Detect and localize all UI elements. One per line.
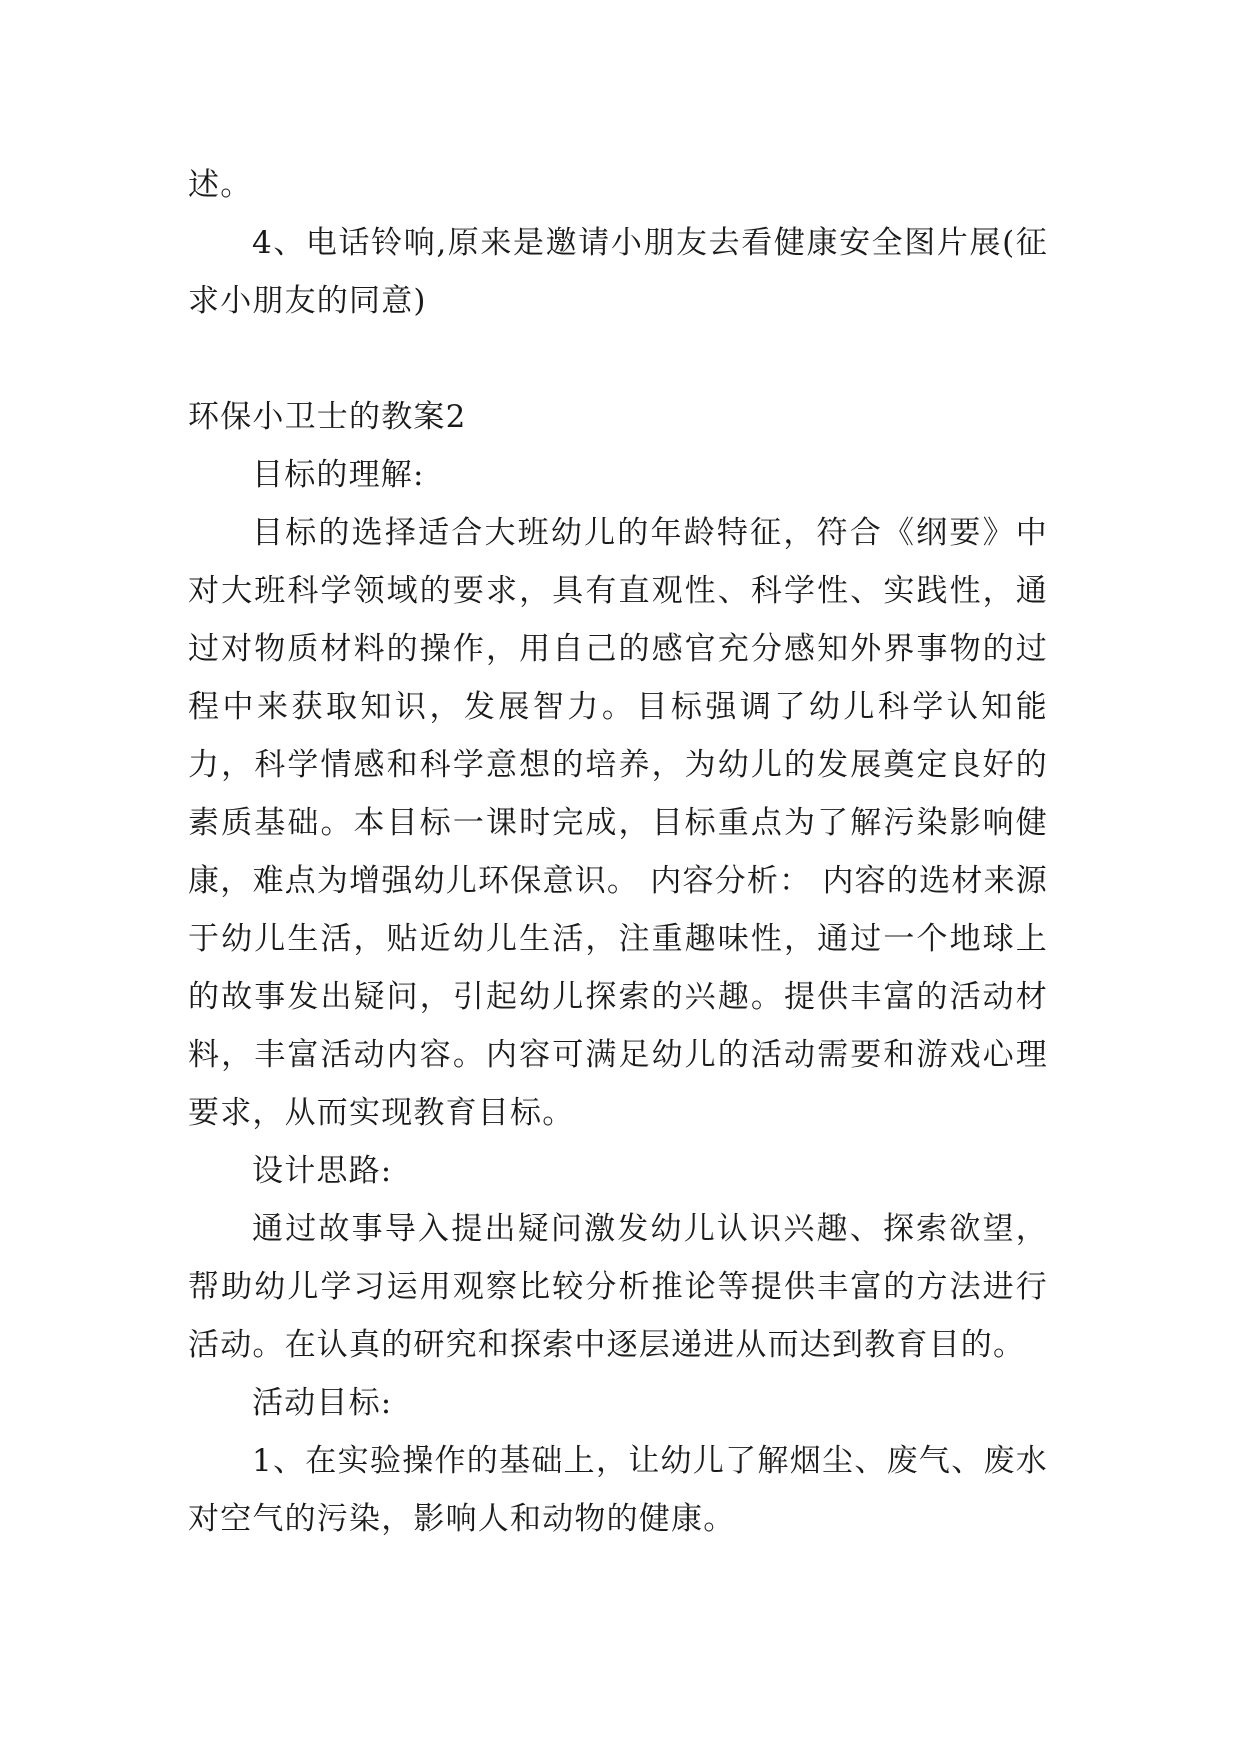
paragraph-design-description: 通过故事导入提出疑问激发幼儿认识兴趣、探索欲望，帮助幼儿学习运用观察比较分析推论等提供丰富的方法进行活动。在认真的研究和探索中逐层递进从而达到教育目的。 [188,1211,1048,1363]
paragraph-continuation: 述。 [188,167,253,203]
subheading-goal-understanding: 目标的理解: [252,457,425,493]
subheading-design-ideas: 设计思路: [252,1153,393,1189]
document-body [188,156,1048,1548]
paragraph-goal-description: 目标的选择适合大班幼儿的年龄特征，符合《纲要》中对大班科学领域的要求，具有直观性、科学性、实践性，通过对物质材料的操作，用自己的感官充分感知外界事物的过程中来获取知识，发展智力。目标强调了幼儿科学认知能力，科学情感和科学意想的培养，为幼儿的发展奠定良好的素质基础。本目标一课时完成，目标重点为了解污染影响健康，难点为增强幼儿环保意识。 内容分析： 内容的选材来源于幼儿生活，贴近幼儿生活，注重趣味性，通过一个地球上的故事发出疑问，引起幼儿探索的兴趣。提供丰富的活动材料，丰富活动内容。内容可满足幼儿的活动需要和游戏心理要求，从而实现教育目标。 [188,515,1048,1131]
section-heading: 环保小卫士的教案2 [188,399,467,435]
subheading-activity-goals: 活动目标: [252,1385,393,1421]
paragraph-item-4: 4、电话铃响,原来是邀请小朋友去看健康安全图片展(征求小朋友的同意) [188,225,1048,319]
paragraph-activity-goal-1: 1、在实验操作的基础上，让幼儿了解烟尘、废气、废水对空气的污染，影响人和动物的健康。 [188,1443,1048,1537]
